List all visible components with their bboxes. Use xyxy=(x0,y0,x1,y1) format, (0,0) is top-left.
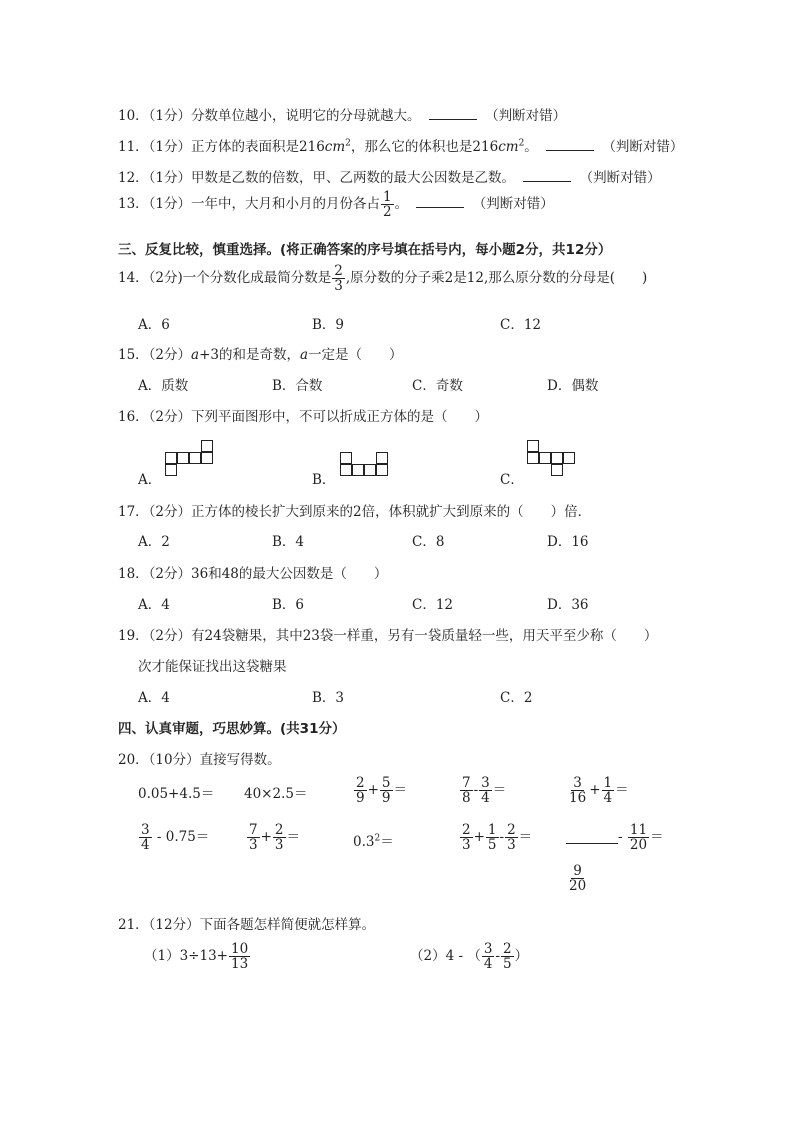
exponent: 2 xyxy=(345,138,351,149)
option-b[interactable]: B．9 xyxy=(312,317,345,333)
answer-blank[interactable] xyxy=(429,107,477,120)
question-18: 18．（2分）36和48的最大公因数是（ ） xyxy=(118,566,388,582)
question-13 xyxy=(118,190,554,219)
answer-blank[interactable] xyxy=(416,195,464,208)
calc-item: 40×2.5＝ xyxy=(244,786,308,802)
question-21: 21．（12分）下面各题怎样简便就怎样算。 xyxy=(118,917,376,933)
judge-tail: （判断对错） xyxy=(602,139,684,155)
question-text: 一定是（ ） xyxy=(308,347,403,363)
fraction: $\frac{1}{2}$ xyxy=(383,189,392,221)
question-14 xyxy=(118,264,647,293)
question-12 xyxy=(118,166,661,186)
calc-item: $\frac{2}{9}$ + $\frac{5}{9}$ ＝ xyxy=(356,775,407,807)
calc-item: （1）3÷13+ $\frac{10}{13}$ xyxy=(144,941,249,973)
option-a[interactable]: A．2 xyxy=(138,534,170,550)
question-text: 14．（2分)一个分数化成最简分数是 xyxy=(118,270,332,287)
question-10 xyxy=(118,104,566,124)
option-b[interactable]: B．6 xyxy=(272,597,305,613)
option-b[interactable]: B．3 xyxy=(312,690,345,706)
calc-item: $0.3^2=$ xyxy=(353,833,394,850)
question-20: 20．（10分）直接写得数。 xyxy=(118,752,281,768)
option-c[interactable]: C． xyxy=(500,472,524,488)
question-text: 12．（1分）甲数是乙数的倍数，甲、乙两数的最大公因数是乙数。 xyxy=(118,170,516,186)
judge-tail: （判断对错） xyxy=(472,196,554,213)
question-11 xyxy=(118,135,683,155)
fraction-bar xyxy=(566,843,618,844)
exponent: 2 xyxy=(518,138,525,149)
calc-item: $\frac{3}{16}$ + $\frac{1}{4}$ ＝ xyxy=(569,775,629,807)
calc-item: $\frac{9}{20}$ xyxy=(569,863,587,895)
question-text: ,原分数的分子乘2是12,那么原分数的分母是( ) xyxy=(345,270,648,287)
variable: a xyxy=(300,347,309,363)
answer-blank[interactable] xyxy=(523,169,571,182)
option-c[interactable]: C．12 xyxy=(500,317,542,333)
judge-tail: （判断对错） xyxy=(485,108,567,124)
question-19: 19．（2分）有24袋糖果，其中23袋一样重，另有一袋质量轻一些，用天平至少称（ ） xyxy=(118,628,658,644)
option-c[interactable]: C．8 xyxy=(412,534,445,550)
question-text: 。 xyxy=(524,139,538,155)
calc-item: 0.05+4.5＝ xyxy=(138,786,215,802)
option-a[interactable]: A． xyxy=(138,472,162,488)
calc-item: $\frac{7}{8}$ - $\frac{3}{4}$ ＝ xyxy=(462,775,507,807)
option-a[interactable]: A．4 xyxy=(138,690,170,706)
question-text: 13．（1分）一年中，大月和小月的月份各占 xyxy=(118,196,381,213)
option-c[interactable]: C．奇数 xyxy=(412,378,463,394)
calc-item: - $\frac{11}{20}$ ＝ xyxy=(618,822,664,854)
option-a[interactable]: A．6 xyxy=(138,317,170,333)
calc-item: （2）4 - （ $\frac{3}{4}$ - $\frac{2}{5}$ ） xyxy=(410,941,529,973)
question-17: 17．（2分）正方体的棱长扩大到原来的2倍，体积就扩大到原来的（ ）倍． xyxy=(118,504,592,520)
question-19-continued: 次才能保证找出这袋糖果 xyxy=(138,659,287,675)
unit-text: cm xyxy=(324,139,346,155)
fraction: $\frac{2}{3}$ xyxy=(334,263,343,295)
option-b[interactable]: B． xyxy=(312,472,336,488)
option-d[interactable]: D．36 xyxy=(547,597,589,613)
question-15 xyxy=(118,343,403,363)
question-text: 15．（2分） xyxy=(118,347,192,363)
question-text: ，那么它的体积也是216 xyxy=(350,139,499,155)
calc-item: $\frac{3}{4}$ - 0.75＝ xyxy=(141,822,210,854)
question-text: +3的和是奇数， xyxy=(199,347,300,363)
variable: a xyxy=(191,347,200,363)
calc-item: $\frac{2}{3}$ + $\frac{1}{5}$ - $\frac{2}{3}$ ＝ xyxy=(462,822,533,854)
option-a[interactable]: A．4 xyxy=(138,597,170,613)
unit-text: cm xyxy=(498,139,519,155)
section-heading: 三、反复比较，慎重选择。(将正确答案的序号填在括号内，每小题2分，共12分） xyxy=(118,242,612,258)
question-text: 10．（1分）分数单位越小，说明它的分母就越大。 xyxy=(118,108,421,124)
option-d[interactable]: D．偶数 xyxy=(547,378,599,394)
question-16: 16．（2分）下列平面图形中，不可以折成正方体的是（ ） xyxy=(118,409,489,425)
calc-item: $\frac{7}{3}$ + $\frac{2}{3}$ ＝ xyxy=(249,822,300,854)
option-c[interactable]: C．2 xyxy=(500,690,533,706)
section-heading: 四、认真审题，巧思妙算。(共31分） xyxy=(118,721,346,737)
judge-tail: （判断对错） xyxy=(579,170,661,186)
option-a[interactable]: A．质数 xyxy=(138,378,189,394)
option-b[interactable]: B．合数 xyxy=(272,378,323,394)
question-text: 11．（1分）正方体的表面积是216 xyxy=(118,139,325,155)
question-text: 。 xyxy=(394,196,409,213)
answer-blank[interactable] xyxy=(546,138,594,151)
option-d[interactable]: D．16 xyxy=(547,534,589,550)
option-c[interactable]: C．12 xyxy=(412,597,454,613)
option-b[interactable]: B．4 xyxy=(272,534,305,550)
